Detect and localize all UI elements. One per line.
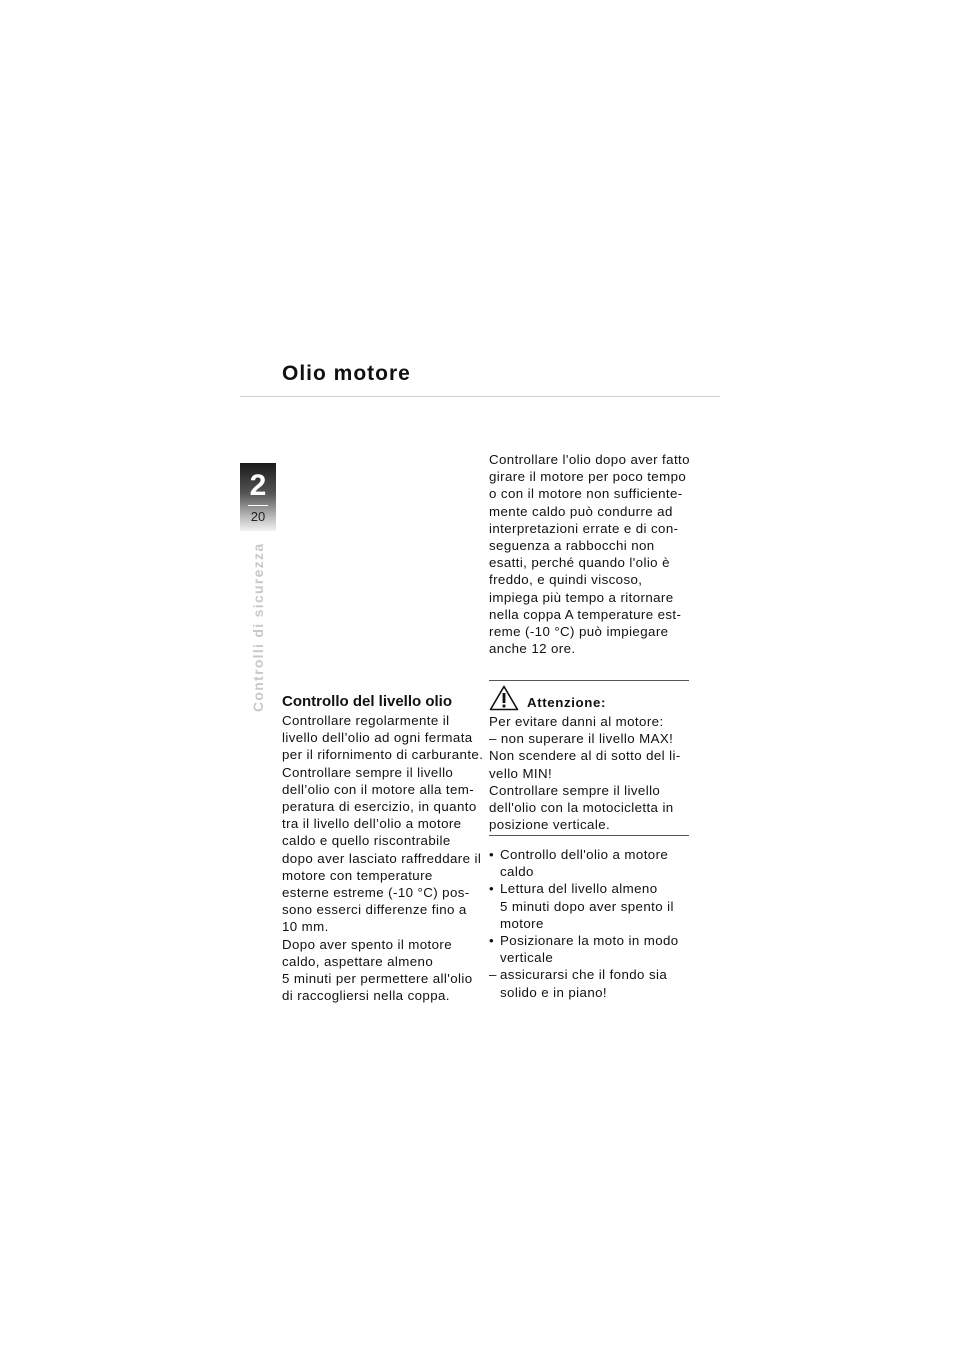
warning-body: Per evitare danni al motore: – non superare il livello MAX! Non scendere al di sotto del li- vello MIN! Controllare sempre il livello dell'olio con la motocicletta in posizione verticale. (489, 714, 681, 833)
list-item-text: Controllo dell'olio a motore caldo (500, 847, 669, 880)
chapter-number: 2 (249, 469, 267, 502)
list-item (489, 880, 694, 932)
dash-marker: – (489, 967, 497, 983)
left-body-text: Controllare regolarmente il livello dell’olio ad ogni fermata per il rifornimento di carburante. Controllare sempre il livello dell’olio con il motore alla tem- peratura di esercizio, in quanto tra il livello dell’olio a motore caldo e quello riscontrabile dopo aver lasciato raffreddare il motore con temperature esterne estreme (-10 °C) pos- sono esserci differenze fino a 10 mm. Dopo aver spento il motore caldo, aspettare almeno 5 minuti per permettere all'olio di raccogliersi nella coppa. (282, 713, 484, 1004)
section-heading: Controllo del livello olio (282, 693, 453, 710)
warning-triangle-icon (489, 685, 519, 711)
chapter-tab (240, 463, 276, 531)
list-item (489, 846, 694, 880)
bullet-marker: • (489, 881, 495, 897)
list-item (489, 966, 694, 1000)
bullet-marker: • (489, 933, 495, 949)
page-title: Olio motore (282, 362, 411, 385)
page-number: 20 (250, 509, 266, 524)
warning-box (489, 680, 689, 836)
list-item-text: Lettura del livello almeno 5 minuti dopo aver spento il motore (500, 881, 674, 931)
step-list (489, 846, 694, 1001)
right-column-intro (489, 451, 694, 657)
title-divider (240, 396, 720, 397)
warning-title: Attenzione: (527, 695, 606, 710)
right-intro-text: Controllare l'olio dopo aver fatto girare il motore per poco tempo o con il motore non sufficiente- mente caldo può condurre ad interpretazioni errate e di con- seguenza a rabbocchi non esatti, perché quando l'olio è freddo, e quindi viscoso, impiega più tempo a ritornare nella coppa A temperature est- reme (-10 °C) può impiegare anche 12 ore. (489, 452, 690, 657)
chapter-side-label: Controlli di sicurezza (250, 542, 266, 712)
warning-header (489, 683, 689, 711)
chapter-divider (248, 505, 268, 506)
list-item (489, 932, 694, 966)
list-item-text: assicurarsi che il fondo sia solido e in piano! (500, 967, 668, 1000)
left-column (282, 692, 487, 1004)
list-item-text: Posizionare la moto in modo verticale (500, 933, 679, 966)
bullet-marker: • (489, 847, 495, 862)
